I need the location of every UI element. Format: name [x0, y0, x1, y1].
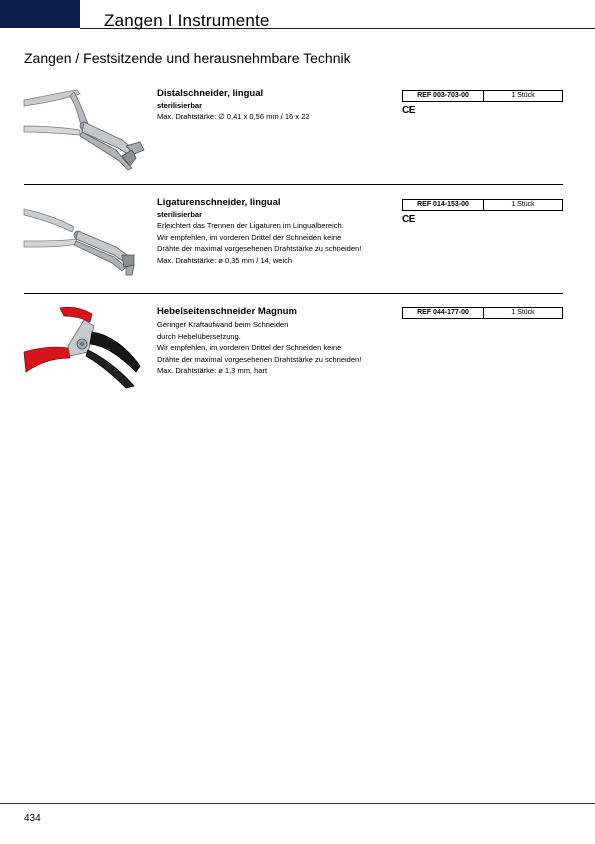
product-description-line: Wir empfehlen, im vorderen Drittel der Schneiden keine [157, 343, 342, 353]
ligature-cutter-image [22, 197, 148, 283]
header-corner-block [0, 0, 80, 28]
product-description-line: Geringer Kraftaufwand beim Schneiden [157, 320, 289, 329]
product-divider [24, 293, 563, 294]
ref-quantity: 1 Stück [511, 201, 535, 208]
footer-rule [0, 803, 595, 804]
section-title: Zangen / Festsitzende und herausnehmbare Technik [24, 50, 351, 66]
product-name: Distalschneider, lingual [157, 88, 264, 99]
product-description-line: Erleichtert das Trennen der Ligaturen im Lingualbereich. [157, 221, 344, 230]
product-description-line: Max. Drahtstärke: ø 1,3 mm, hart [157, 366, 268, 376]
ref-table [402, 199, 563, 211]
distal-cutter-image [22, 88, 148, 174]
ref-number: REF 014-153-00 [403, 200, 484, 210]
ref-number: REF 044-177-00 [403, 308, 484, 318]
product-subtitle: sterilisierbar [157, 101, 203, 110]
product-subtitle: sterilisierbar [157, 210, 203, 219]
ce-mark: CE [402, 105, 415, 116]
product-name: Ligaturenschneider, lingual [157, 197, 281, 208]
ref-quantity: 1 Stück [511, 309, 535, 316]
page-number: 434 [24, 813, 41, 824]
product-description-line: Drähte der maximal vorgesehenen Drahtstärke zu schneiden! [157, 354, 362, 364]
page-title: Zangen I Instrumente [104, 11, 270, 30]
product-info [157, 197, 392, 266]
ce-mark: CE [402, 214, 415, 225]
lever-side-cutter-image [22, 306, 148, 392]
product-description-line: Drähte der maximal vorgesehenen Drahtstärke zu schneiden! [157, 244, 362, 254]
product-description-line: Max. Drahtstärke: ∅ 0,41 x 0,56 mm / 16 x 22 [157, 112, 310, 121]
ref-table [402, 307, 563, 319]
product-info [157, 306, 392, 377]
ref-quantity: 1 Stück [511, 92, 535, 99]
ref-number: REF 003-703-00 [403, 91, 484, 101]
product-info [157, 88, 392, 123]
product-description-line: durch Hebelübersetzung. [157, 331, 241, 341]
product-description-line: Max. Drahtstärke: ø 0,35 mm / 14, weich [157, 255, 293, 265]
ref-table [402, 90, 563, 102]
product-divider [24, 184, 563, 185]
product-name: Hebelseitenschneider Magnum [157, 306, 297, 317]
product-description-line: Wir empfehlen, im vorderen Drittel der Schneiden keine [157, 232, 342, 242]
